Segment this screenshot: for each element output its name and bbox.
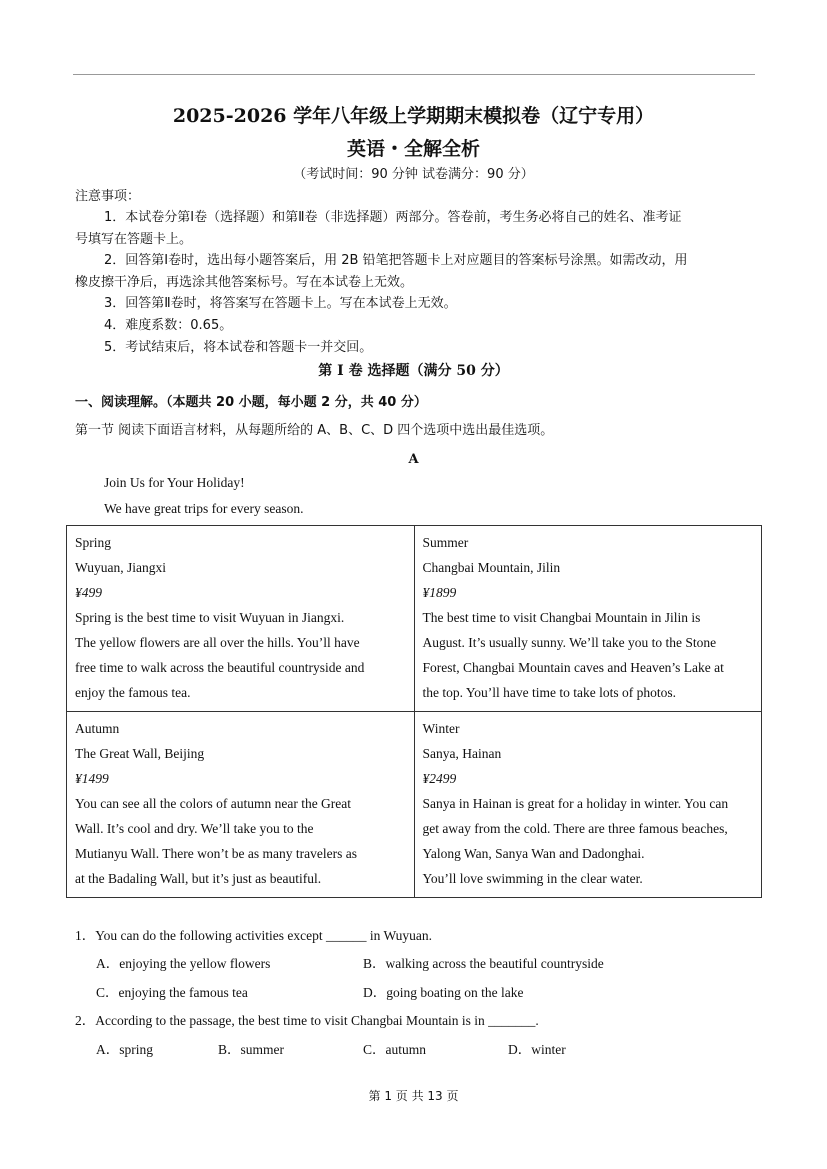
part-title: 第 Ⅰ 卷 选择题（满分 50 分）: [318, 363, 509, 379]
trip-desc-line: The yellow flowers are all over the hills. You’ll have: [75, 635, 360, 650]
trip-desc-line: free time to walk across the beautiful countryside and: [75, 660, 365, 675]
trip-desc-line: You’ll love swimming in the clear water.: [422, 871, 643, 886]
trip-price: ¥499: [75, 585, 102, 600]
question-option[interactable]: A．enjoying the yellow flowers: [96, 956, 271, 971]
passage-intro: We have great trips for every season.: [104, 501, 304, 516]
note-item: 号填写在答题卡上。: [75, 232, 193, 247]
trips-table: [66, 525, 762, 898]
trip-season: Winter: [422, 721, 460, 736]
note-item: 1．本试卷分第Ⅰ卷（选择题）和第Ⅱ卷（非选择题）两部分。答卷前，考生务必将自己的姓名、准考证: [104, 210, 682, 225]
section-instruction: 第一节 阅读下面语言材料，从每题所给的 A、B、C、D 四个选项中选出最佳选项。: [75, 423, 554, 438]
question-option[interactable]: B．walking across the beautiful countryside: [363, 956, 604, 971]
trip-cell-summer: [414, 526, 762, 712]
section-heading: 一、阅读理解。（本题共 20 小题，每小题 2 分，共 40 分）: [75, 395, 427, 410]
exam-subtitle: 英语・全解全析: [346, 138, 480, 160]
note-item: 5．考试结束后，将本试卷和答题卡一并交回。: [104, 340, 373, 355]
trip-desc-line: You can see all the colors of autumn near the Great: [75, 796, 352, 811]
question-option[interactable]: A．spring: [96, 1042, 153, 1057]
exam-title: 2025-2026 学年八年级上学期期末模拟卷（辽宁专用）: [172, 105, 655, 127]
trip-desc-line: Sanya in Hainan is great for a holiday in winter. You can: [422, 796, 729, 811]
passage-heading: Join Us for Your Holiday!: [104, 475, 245, 490]
exam-info: （考试时间：90 分钟 试卷满分：90 分）: [293, 167, 534, 182]
trip-place: Changbai Mountain, Jilin: [422, 560, 561, 575]
note-item: 4．难度系数：0.65。: [104, 318, 233, 333]
trip-place: Sanya, Hainan: [422, 746, 502, 761]
note-item: 橡皮擦干净后，再选涂其他答案标号。写在本试卷上无效。: [75, 275, 414, 290]
trip-desc-line: Wall. It’s cool and dry. We’ll take you to the: [75, 821, 314, 836]
trip-place: Wuyuan, Jiangxi: [75, 560, 166, 575]
trip-season: Autumn: [75, 721, 120, 736]
trip-desc-line: Forest, Changbai Mountain caves and Heaven’s Lake at: [422, 660, 724, 675]
header-rule: [73, 74, 755, 75]
trip-season: Spring: [75, 535, 112, 550]
trip-price: ¥1899: [422, 585, 457, 600]
trip-price: ¥2499: [422, 771, 457, 786]
question-option[interactable]: C．autumn: [363, 1042, 426, 1057]
trip-desc-line: the top. You’ll have time to take lots of photos.: [422, 685, 676, 700]
trip-cell-winter: [414, 712, 762, 898]
trip-desc-line: at the Badaling Wall, but it’s just as beautiful.: [75, 871, 322, 886]
trip-desc-line: Yalong Wan, Sanya Wan and Dadonghai.: [422, 846, 645, 861]
question-option[interactable]: C．enjoying the famous tea: [96, 985, 248, 1000]
question-option[interactable]: D．winter: [508, 1042, 566, 1057]
trip-cell-spring: [67, 526, 415, 712]
trip-desc-line: The best time to visit Changbai Mountain in Jilin is: [422, 610, 701, 625]
note-item: 2．回答第Ⅰ卷时，选出每小题答案后，用 2B 铅笔把答题卡上对应题目的答案标号涂黑。如需改动，用: [104, 253, 688, 268]
trip-price: ¥1499: [75, 771, 109, 786]
trip-desc-line: Mutianyu Wall. There won’t be as many travelers as: [75, 846, 357, 861]
passage-label: A: [408, 452, 419, 467]
trip-desc-line: August. It’s usually sunny. We’ll take you to the Stone: [422, 635, 717, 650]
trip-desc-line: Spring is the best time to visit Wuyuan in Jiangxi.: [75, 610, 345, 625]
page-number: 第 1 页 共 13 页: [368, 1089, 459, 1103]
notes-heading: 注意事项：: [75, 189, 141, 204]
trip-season: Summer: [422, 535, 469, 550]
trip-desc-line: get away from the cold. There are three famous beaches,: [422, 821, 728, 836]
question-stem: 2．According to the passage, the best time to visit Changbai Mountain is in _______.: [75, 1013, 539, 1028]
trip-place: The Great Wall, Beijing: [75, 746, 205, 761]
question-stem: 1．You can do the following activities except ______ in Wuyuan.: [75, 928, 433, 943]
trip-cell-autumn: [67, 712, 415, 898]
trip-desc-line: enjoy the famous tea.: [75, 685, 191, 700]
question-option[interactable]: B．summer: [218, 1042, 284, 1057]
question-option[interactable]: D．going boating on the lake: [363, 985, 524, 1000]
note-item: 3．回答第Ⅱ卷时，将答案写在答题卡上。写在本试卷上无效。: [104, 296, 457, 311]
